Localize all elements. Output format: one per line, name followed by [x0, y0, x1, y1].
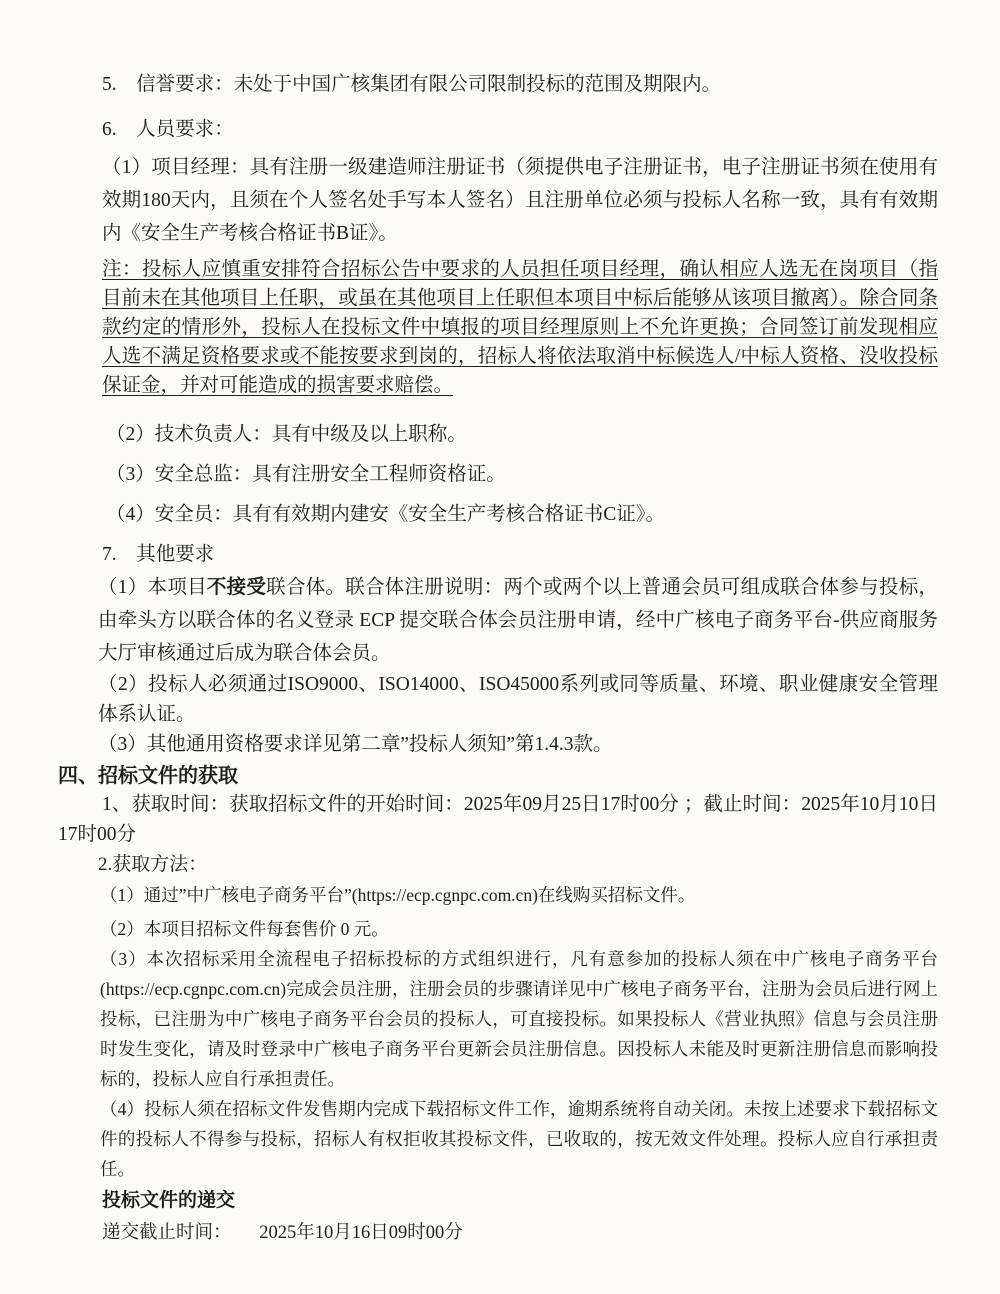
- tech-lead-requirement: （2）技术负责人：具有中级及以上职称。: [106, 424, 467, 445]
- general-qualification-clause: （3）其他通用资格要求详见第二章”投标人须知”第1.4.3款。: [98, 734, 613, 755]
- obtain-method-3: （3）本次招标采用全流程电子招标投标的方式组织进行，凡有意参加的投标人须在中广核电子商务平台(https://ecp.cgnpc.com.cn)完成会员注册，注册会员的步骤请详见中广核电子商务平台，注册为会员后进行网上投标，已注册为中广核电子商务平台会员的投标人，可直接投标。如果投标人《营业执照》信息与会员注册时发生变化，请及时登录中广核电子商务平台更新会员注册信息。因投标人未能及时更新注册信息而影响投标的，投标人应自行承担责任。: [100, 949, 938, 1089]
- not-accepted-emphasis: 不接受: [206, 577, 267, 598]
- clause-6-personnel-requirement: 6. 人员要求：: [102, 119, 234, 140]
- section-4-heading: 四、招标文件的获取: [58, 765, 238, 787]
- consortium-clause-prefix: （1）本项目: [98, 577, 207, 598]
- submission-heading: 投标文件的递交: [102, 1190, 236, 1211]
- consortium-clause: [98, 571, 938, 670]
- clause-7-other-requirements: 7. 其他要求: [102, 544, 215, 565]
- iso-certification-clause: （2）投标人必须通过ISO9000、ISO14000、ISO45000系列或同等质量、环境、职业健康安全管理体系认证。: [98, 674, 938, 725]
- consortium-clause-suffix: 联合体。联合体注册说明：两个或两个以上普通会员可组成联合体参与投标，由牵头方以联合体的名义登录 ECP 提交联合体会员注册申请，经中广核电子商务平台-供应商服务大厅审核通过后成为联合体会员。: [98, 577, 938, 664]
- obtain-method-1: （1）通过”中广核电子商务平台”(https://ecp.cgnpc.com.cn)在线购买招标文件。: [100, 885, 696, 905]
- obtain-method-4: （4）投标人须在招标文件发售期内完成下载招标文件工作，逾期系统将自动关闭。未按上述要求下载招标文件的投标人不得参与投标，招标人有权拒收其投标文件，已收取的，按无效文件处理。投标人应自行承担责任。: [100, 1099, 938, 1179]
- project-manager-requirement: （1）项目经理：具有注册一级建造师注册证书（须提供电子注册证书，电子注册证书须在使用有效期180天内，且须在个人签名处手写本人签名）且注册单位必须与投标人名称一致，具有有效期内《安全生产考核合格证书B证》。: [102, 157, 938, 244]
- project-manager-note: 注：投标人应慎重安排符合招标公告中要求的人员担任项目经理，确认相应人选无在岗项目（指目前未在其他项目上任职，或虽在其他项目上任职但本项目中标后能够从该项目撤离）。除合同条款约定的情形外，投标人在投标文件中填报的项目经理原则上不允许更换；合同签订前发现相应人选不满足资格要求或不能按要求到岗的，招标人将依法取消中标候选人/中标人资格、没收投标保证金，并对可能造成的损害要求赔偿。: [102, 259, 938, 396]
- safety-director-requirement: （3）安全总监：具有注册安全工程师资格证。: [106, 464, 506, 485]
- obtain-method-label: 2.获取方法：: [98, 854, 208, 875]
- clause-5-credit-requirement: 5. 信誉要求：未处于中国广核集团有限公司限制投标的范围及期限内。: [102, 74, 722, 95]
- submission-deadline: 递交截止时间： 2025年10月16日09时00分: [102, 1223, 463, 1243]
- obtain-method-2: （2）本项目招标文件每套售价 0 元。: [100, 919, 389, 939]
- obtain-time: 1、获取时间：获取招标文件的开始时间：2025年09月25日17时00分 ；截止时间：2025年10月10日17时00分: [58, 794, 938, 845]
- safety-officer-requirement: （4）安全员：具有有效期内建安《安全生产考核合格证书C证》。: [106, 504, 666, 525]
